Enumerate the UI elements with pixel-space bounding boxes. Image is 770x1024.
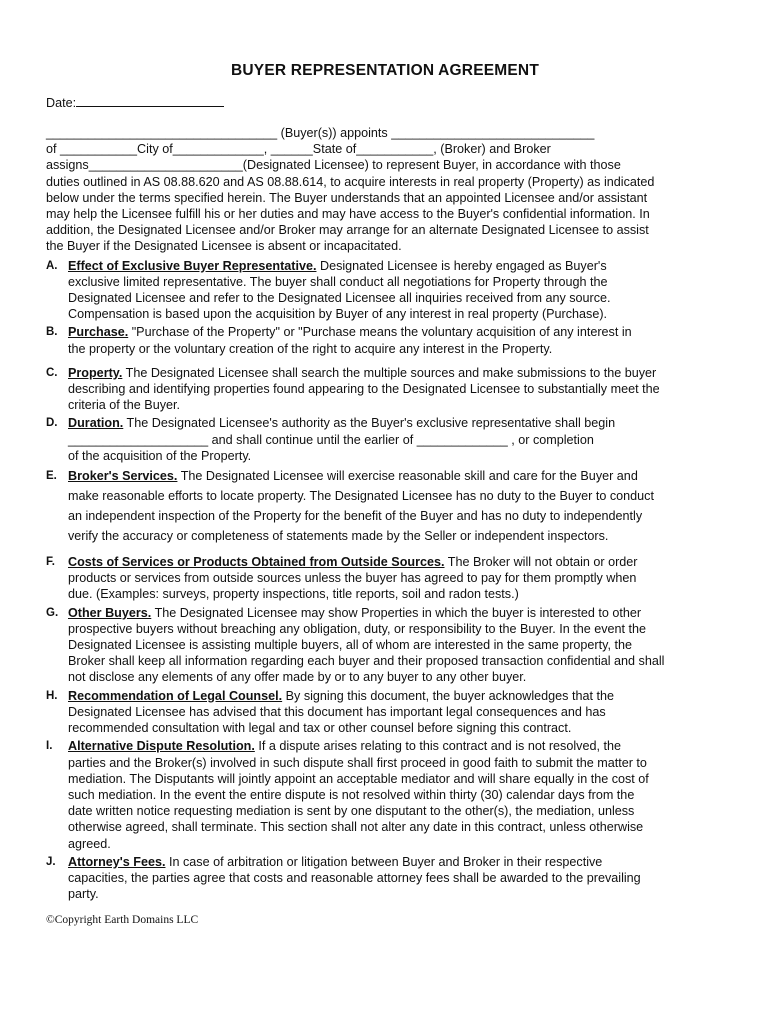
clause-heading: Effect of Exclusive Buyer Representative. xyxy=(68,258,317,273)
clause-letter: G. xyxy=(46,606,59,619)
clause-heading: Costs of Services or Products Obtained from Outside Sources. xyxy=(68,555,445,570)
clause-f xyxy=(46,554,724,603)
clause-line: the property or the voluntary creation of the right to acquire any interest in the Property. xyxy=(68,341,553,356)
clause-line: parties and the Broker(s) involved in such dispute shall first proceed in good faith to submit the matter to xyxy=(68,755,647,770)
clause-line: "Purchase of the Property" or "Purchase means the voluntary acquisition of any interest in xyxy=(128,325,632,340)
clause-line: products or services from outside sources unless the buyer has agreed to pay for them promptly when xyxy=(68,571,637,586)
clause-heading: Property. xyxy=(68,365,123,380)
clause-line: In case of arbitration or litigation between Buyer and Broker in their respective xyxy=(165,854,603,869)
clause-letter: A. xyxy=(46,259,58,272)
clause-heading: Duration. xyxy=(68,416,124,431)
clause-line: mediation. The Disputants will jointly appoint an acceptable mediator and will share equally in the cost of xyxy=(68,771,649,786)
clause-line: otherwise agreed, shall terminate. This section shall not alter any date in this contract, unless otherwise xyxy=(68,820,644,835)
clause-letter: H. xyxy=(46,689,58,702)
clause-g xyxy=(46,605,724,686)
clause-body xyxy=(68,258,724,323)
date-field-row xyxy=(46,94,724,111)
intro-line: assigns______________________(Designated Licensee) to represent Buyer, in accordance with those xyxy=(46,158,621,173)
intro-line: the Buyer if the Designated Licensee is absent or incapacitated. xyxy=(46,239,402,254)
intro-line: may help the Licensee fulfill his or her duties and may have access to the Buyer's confidential information. In xyxy=(46,207,650,222)
clause-line: The Designated Licensee will exercise reasonable skill and care for the Buyer and xyxy=(177,469,638,484)
intro-line: addition, the Designated Licensee and/or Broker may arrange for an alternate Designated Licensee to assist xyxy=(46,223,649,238)
clause-line: The Broker will not obtain or order xyxy=(444,555,638,570)
clause-line: party. xyxy=(68,887,99,902)
clause-line: The Designated Licensee may show Properties in which the buyer is interested to other xyxy=(151,605,642,620)
clause-letter: J. xyxy=(46,855,56,868)
clause-line: If a dispute arises relating to this contract and is not resolved, the xyxy=(254,739,621,754)
clause-body xyxy=(68,365,724,414)
document-title: BUYER REPRESENTATION AGREEMENT xyxy=(231,62,539,79)
intro-paragraph xyxy=(46,125,724,255)
clause-j xyxy=(46,854,724,903)
clause-body xyxy=(68,415,724,464)
intro-line: of ___________City of_____________, ______State of___________, (Broker) and Broker xyxy=(46,142,551,157)
clause-line: date written notice requesting mediation is sent by one disputant to the other(s), the mediation, unless xyxy=(68,804,635,819)
clause-body xyxy=(68,554,724,603)
clause-heading: Alternative Dispute Resolution. xyxy=(68,739,255,754)
clause-d xyxy=(46,415,724,464)
copyright-notice: ©Copyright Earth Domains LLC xyxy=(46,914,199,927)
intro-line: below under the terms specified herein. The Buyer understands that an appointed Licensee and/or assistant xyxy=(46,190,648,205)
clause-line: Compensation is based upon the acquisition by Buyer of any interest in real property (Purchase). xyxy=(68,307,608,322)
clause-line: recommended consultation with legal and tax or other counsel before signing this contract. xyxy=(68,721,572,736)
clause-body xyxy=(68,854,724,903)
clause-line: By signing this document, the buyer acknowledges that the xyxy=(282,688,614,703)
date-label: Date: xyxy=(46,96,77,110)
clause-letter: E. xyxy=(46,470,57,483)
clause-h xyxy=(46,688,724,737)
clause-body xyxy=(68,688,724,737)
clause-line: of the acquisition of the Property. xyxy=(68,448,252,463)
clause-heading: Other Buyers. xyxy=(68,605,152,620)
clause-body xyxy=(68,466,724,546)
clause-line: The Designated Licensee's authority as the Buyer's exclusive representative shall begin xyxy=(123,416,616,431)
clause-line: such mediation. In the event the entire dispute is not resolved within thirty (30) calendar days from the xyxy=(68,787,635,802)
clause-heading: Broker's Services. xyxy=(68,469,178,484)
clause-line: an independent inspection of the Property for the benefit of the Buyer and has no duty to independently xyxy=(68,509,643,524)
clause-body xyxy=(68,324,724,356)
clause-line: exclusive limited representative. The buyer shall conduct all negotiations for Property through the xyxy=(68,274,608,289)
clause-letter: F. xyxy=(46,556,55,569)
clause-c xyxy=(46,365,724,414)
clause-line: due. (Examples: surveys, property inspections, title reports, soil and radon tests.) xyxy=(68,587,519,602)
clause-heading: Recommendation of Legal Counsel. xyxy=(68,688,283,703)
clause-line: describing and identifying properties found appearing to the Designated Licensee to substantially meet the xyxy=(68,382,660,397)
clause-line: capacities, the parties agree that costs and reasonable attorney fees shall be awarded to the prevailing xyxy=(68,870,641,885)
clause-heading: Purchase. xyxy=(68,325,129,340)
clause-line: not disclose any elements of any offer made by or to any buyer to any other buyer. xyxy=(68,670,527,685)
clause-line: verify the accuracy or completeness of statements made by the Seller or independent inspectors. xyxy=(68,529,609,544)
clause-line: Broker shall keep all information regarding each buyer and their proposed transaction confidential and shall xyxy=(68,654,665,669)
clause-line: criteria of the Buyer. xyxy=(68,398,180,413)
clause-body xyxy=(68,738,724,851)
clause-line: Designated Licensee is assisting multiple buyers, all of whom are interested in the same property, the xyxy=(68,638,632,653)
intro-line: duties outlined in AS 08.88.620 and AS 08.88.614, to acquire interests in real property (Property) as indicated xyxy=(46,174,655,189)
clause-line: agreed. xyxy=(68,836,111,851)
clause-body xyxy=(68,605,724,686)
clause-line: The Designated Licensee shall search the multiple sources and make submissions to the buyer xyxy=(122,365,657,380)
clause-letter: I. xyxy=(46,740,53,753)
clause-a xyxy=(46,258,724,323)
date-blank-line[interactable] xyxy=(76,94,224,107)
clause-line: ____________________ and shall continue until the earlier of _____________ , or completion xyxy=(68,432,594,447)
clause-b xyxy=(46,324,724,356)
clause-line: Designated Licensee has advised that this document has important legal consequences and has xyxy=(68,704,606,719)
clause-line: make reasonable efforts to locate property. The Designated Licensee has no duty to the Buyer to conduct xyxy=(68,489,654,504)
clause-e xyxy=(46,466,724,546)
clause-line: Designated Licensee is hereby engaged as Buyer's xyxy=(316,258,607,273)
clause-line: Designated Licensee and refer to the Designated Licensee all inquiries received from any source. xyxy=(68,291,611,306)
clause-heading: Attorney's Fees. xyxy=(68,854,166,869)
clause-letter: C. xyxy=(46,366,58,379)
clause-letter: B. xyxy=(46,326,58,339)
clause-letter: D. xyxy=(46,417,58,430)
clause-line: prospective buyers without breaching any obligation, duty, or responsibility to the Buyer. In the event the xyxy=(68,621,647,636)
intro-line: _________________________________ (Buyer(s)) appoints _____________________________ xyxy=(46,126,595,140)
clause-i xyxy=(46,738,724,851)
